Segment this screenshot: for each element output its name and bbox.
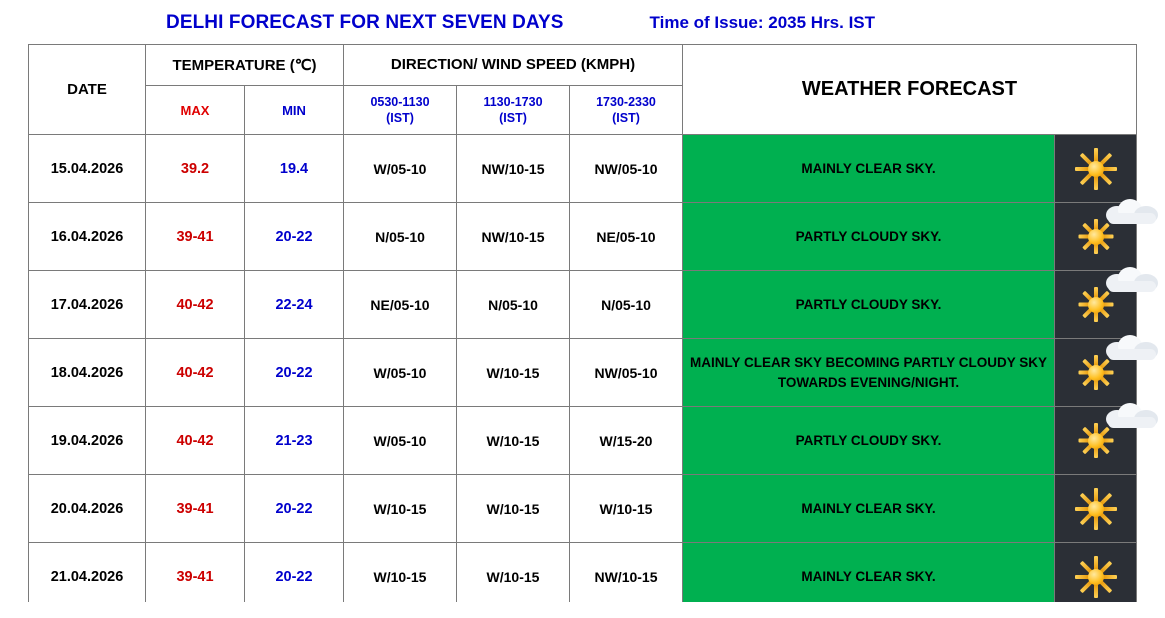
table-row (29, 543, 1137, 611)
cell-wind-slot3: NW/05-10 (570, 339, 683, 407)
cell-wind-slot1: W/05-10 (344, 407, 457, 475)
cell-wind-slot1: W/05-10 (344, 135, 457, 203)
cell-date: 20.04.2026 (29, 475, 146, 543)
cell-wind-slot1: W/05-10 (344, 339, 457, 407)
table-row (29, 339, 1137, 407)
cell-wind-slot3: W/10-15 (570, 475, 683, 543)
cell-max-temp: 40-42 (146, 271, 245, 339)
table-row (29, 407, 1137, 475)
column-header-slot-0530-1130 (344, 86, 457, 135)
cell-wind-slot2: W/10-15 (457, 407, 570, 475)
cell-wind-slot3: N/05-10 (570, 271, 683, 339)
column-header-date: DATE (29, 45, 146, 135)
cell-wind-slot3: NW/10-15 (570, 543, 683, 611)
cell-max-temp: 39.2 (146, 135, 245, 203)
cell-wind-slot3: NW/05-10 (570, 135, 683, 203)
cell-min-temp: 22-24 (245, 271, 344, 339)
cell-min-temp: 20-22 (245, 203, 344, 271)
forecast-table (28, 44, 1137, 611)
cell-date: 15.04.2026 (29, 135, 146, 203)
table-row (29, 475, 1137, 543)
table-row (29, 135, 1137, 203)
cell-wind-slot2: W/10-15 (457, 339, 570, 407)
table-header (29, 45, 1137, 135)
cell-max-temp: 39-41 (146, 543, 245, 611)
cell-forecast-text: PARTLY CLOUDY SKY. (683, 271, 1055, 339)
column-header-temperature: TEMPERATURE (℃) (146, 45, 344, 86)
slot1-line2: (IST) (386, 111, 414, 125)
cell-wind-slot2: W/10-15 (457, 543, 570, 611)
cell-forecast-icon (1055, 543, 1137, 611)
cell-forecast-icon (1055, 271, 1137, 339)
cell-min-temp: 21-23 (245, 407, 344, 475)
cell-wind-slot1: N/05-10 (344, 203, 457, 271)
table-body (29, 135, 1137, 611)
column-header-direction-wind: DIRECTION/ WIND SPEED (KMPH) (344, 45, 683, 86)
cell-wind-slot2: W/10-15 (457, 475, 570, 543)
cell-wind-slot2: NW/10-15 (457, 203, 570, 271)
page-title: DELHI FORECAST FOR NEXT SEVEN DAYS (166, 12, 564, 33)
cell-min-temp: 20-22 (245, 543, 344, 611)
slot1-line1: 0530-1130 (370, 95, 430, 109)
cell-wind-slot3: W/15-20 (570, 407, 683, 475)
cell-min-temp: 19.4 (245, 135, 344, 203)
cell-forecast-icon (1055, 475, 1137, 543)
cell-date: 21.04.2026 (29, 543, 146, 611)
cell-forecast-icon (1055, 203, 1137, 271)
column-header-weather-forecast: WEATHER FORECAST (683, 45, 1137, 135)
cell-max-temp: 39-41 (146, 475, 245, 543)
cell-min-temp: 20-22 (245, 339, 344, 407)
cell-forecast-text: PARTLY CLOUDY SKY. (683, 407, 1055, 475)
cell-max-temp: 40-42 (146, 339, 245, 407)
cell-date: 19.04.2026 (29, 407, 146, 475)
cell-max-temp: 40-42 (146, 407, 245, 475)
slot3-line2: (IST) (612, 111, 640, 125)
cell-forecast-text: MAINLY CLEAR SKY. (683, 475, 1055, 543)
cell-date: 16.04.2026 (29, 203, 146, 271)
cell-forecast-text: MAINLY CLEAR SKY BECOMING PARTLY CLOUDY SKY TOWARDS EVENING/NIGHT. (683, 339, 1055, 407)
table-row (29, 203, 1137, 271)
column-header-slot-1130-1730 (457, 86, 570, 135)
cell-forecast-icon (1055, 135, 1137, 203)
cell-forecast-text: PARTLY CLOUDY SKY. (683, 203, 1055, 271)
cell-min-temp: 20-22 (245, 475, 344, 543)
cell-wind-slot1: W/10-15 (344, 475, 457, 543)
cell-max-temp: 39-41 (146, 203, 245, 271)
page-header (0, 0, 1165, 40)
slot2-line1: 1130-1730 (483, 95, 543, 109)
cell-forecast-icon (1055, 407, 1137, 475)
column-header-max: MAX (146, 86, 245, 135)
cell-date: 18.04.2026 (29, 339, 146, 407)
issue-time: Time of Issue: 2035 Hrs. IST (649, 13, 876, 32)
slot2-line2: (IST) (499, 111, 527, 125)
cell-wind-slot1: NE/05-10 (344, 271, 457, 339)
table-header-row-1 (29, 45, 1137, 86)
cell-date: 17.04.2026 (29, 271, 146, 339)
footer-strip (0, 602, 1165, 618)
column-header-slot-1730-2330 (570, 86, 683, 135)
slot3-line1: 1730-2330 (596, 95, 656, 109)
table-row (29, 271, 1137, 339)
cell-forecast-text: MAINLY CLEAR SKY. (683, 135, 1055, 203)
cell-wind-slot2: NW/10-15 (457, 135, 570, 203)
column-header-min: MIN (245, 86, 344, 135)
cell-wind-slot3: NE/05-10 (570, 203, 683, 271)
cell-wind-slot1: W/10-15 (344, 543, 457, 611)
cell-forecast-icon (1055, 339, 1137, 407)
cell-forecast-text: MAINLY CLEAR SKY. (683, 543, 1055, 611)
cell-wind-slot2: N/05-10 (457, 271, 570, 339)
